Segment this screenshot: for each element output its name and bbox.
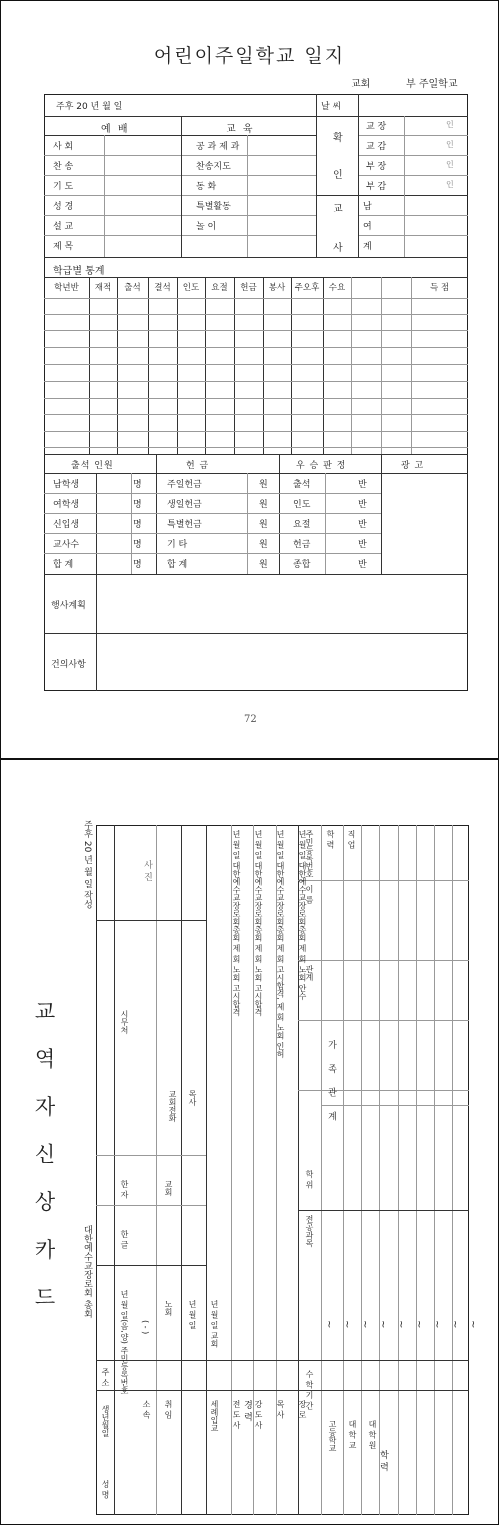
- role-label: 교 장: [366, 122, 387, 132]
- address-label: 주 소: [101, 1368, 110, 1387]
- summary-row-line: [44, 533, 381, 534]
- career-value: 년 월 일 교회: [210, 1300, 219, 1348]
- stats-col-line: [351, 277, 352, 454]
- page-title: 어린이주일학교 일지: [153, 45, 346, 67]
- school-label: 고등학교: [328, 1420, 337, 1452]
- date-label: 주후 20 년 월 일: [56, 102, 123, 112]
- summary-award: 종합: [293, 560, 311, 570]
- stats-column-header: 출석: [124, 283, 141, 293]
- stats-row-line: [44, 398, 468, 399]
- stats-col-line: [177, 277, 178, 454]
- confirm-label-top: 확: [333, 133, 343, 144]
- education-header: 교 육: [226, 124, 255, 135]
- summary-unit: 명: [133, 560, 142, 570]
- summary-award: 헌금: [293, 540, 311, 550]
- family-edu-label: 학 력: [326, 830, 335, 849]
- page-number: 72: [244, 714, 257, 725]
- presbytery-value: 노회: [164, 1300, 173, 1316]
- stats-title: 학급별 통계: [53, 266, 105, 277]
- stats-col-line: [148, 277, 149, 454]
- career-value: 년 월 일 대한예수교장로회총회 제 회 노회 고시합격: [232, 830, 241, 1016]
- hanja-label: 한 자: [120, 1180, 129, 1199]
- summary-row-label: 합 계: [53, 560, 74, 570]
- pastor-label: 목사: [188, 1090, 197, 1106]
- summary-award: 인도: [293, 500, 311, 510]
- worship-row-label: 설 교: [53, 222, 74, 232]
- stats-col-line: [381, 277, 382, 454]
- staff-row-label: 계: [363, 242, 372, 252]
- hangul-label: 한 글: [120, 1230, 129, 1249]
- stats-row-line: [44, 431, 468, 432]
- church-label: 교회: [351, 79, 371, 90]
- summary-offering: 특별헌금: [167, 520, 202, 530]
- personnel-card-page: [0, 759, 499, 1525]
- summary-ban: 반: [358, 520, 367, 530]
- role-label: 교 감: [366, 142, 387, 152]
- stats-row-line: [44, 364, 468, 365]
- school-label: 대 학 원: [368, 1420, 377, 1450]
- summary-won: 원: [259, 500, 268, 510]
- career-type: 세례입교: [210, 1400, 219, 1432]
- name-label: 성 명: [101, 1480, 110, 1499]
- summary-row-label: 남학생: [53, 480, 80, 490]
- education-row-label: 동 화: [196, 182, 217, 192]
- events-label: 행사계획: [51, 601, 86, 611]
- staff-label-bottom: 사: [333, 243, 343, 254]
- stats-column-header: 인도: [182, 283, 200, 293]
- stats-row-line: [44, 414, 468, 415]
- career-type: 강 도 사: [254, 1400, 263, 1430]
- birth-label: 생년월일: [101, 1405, 110, 1437]
- summary-ban: 반: [358, 540, 367, 550]
- career-type: 전 도 사: [232, 1400, 241, 1430]
- stats-column-header: 학년반: [54, 283, 79, 293]
- summary-offering: 기 타: [167, 540, 188, 550]
- church-label: 교회: [164, 1180, 173, 1196]
- summary-unit: 명: [133, 540, 142, 550]
- seal-mark: 인: [446, 120, 454, 129]
- education-row-label: 놀 이: [196, 222, 217, 232]
- summary-header: 광 고: [401, 461, 425, 471]
- tilde-mark: ~: [359, 1320, 370, 1329]
- worship-row-label: 기 도: [53, 182, 74, 192]
- career-value: 년 월 일 대한예수교장로회총회 제 회 고시합격, 제 회 노회 인허: [276, 830, 285, 1058]
- summary-offering: 합 계: [167, 560, 188, 570]
- stats-column-header: 요절: [211, 283, 228, 293]
- summary-award: 출석: [293, 480, 311, 490]
- summary-offering: 생일헌금: [167, 500, 202, 510]
- diary-page: [0, 0, 499, 759]
- presbytery-label: 소 속: [142, 1400, 151, 1419]
- card-title: 교 역 자 신 상 카 드: [32, 1000, 56, 1318]
- summary-col-line: [96, 473, 97, 574]
- staff-row-label: 여: [363, 222, 372, 232]
- career-value: 년 월 일 대한예수교장로회총회 제 회 노회 안수: [298, 830, 307, 1000]
- stats-col-line: [411, 277, 412, 454]
- seal-mark: 인: [446, 160, 454, 169]
- summary-won: 원: [259, 520, 268, 530]
- org-line: 대한예수교장로회 총회: [82, 1225, 92, 1318]
- summary-row-label: 신입생: [53, 520, 80, 530]
- position-label: 시무처: [120, 1010, 129, 1034]
- worship-row-label: 사 회: [53, 142, 74, 152]
- school-label: 부 주일학교: [406, 79, 458, 90]
- stats-row-line: [44, 381, 468, 382]
- summary-header: 출석 인원: [71, 461, 114, 471]
- tilde-mark: ~: [395, 1320, 406, 1329]
- tilde-mark: ~: [341, 1320, 352, 1329]
- worship-row-label: 제 목: [53, 242, 74, 252]
- address-value: ( - ): [141, 1320, 150, 1335]
- stats-column-header: 결석: [154, 283, 171, 293]
- weather-label: 날 씨: [321, 102, 342, 112]
- since-label: 취 임: [164, 1400, 173, 1419]
- summary-ban: 반: [358, 480, 367, 490]
- stats-row-line: [44, 298, 468, 299]
- confirm-label-bottom: 인: [333, 170, 343, 181]
- family-relation-label: 관계: [305, 965, 314, 981]
- stats-row-line: [44, 347, 468, 348]
- major-label: 전공과목: [305, 1215, 314, 1247]
- stats-col-line: [263, 277, 264, 454]
- since-value: 년 월 일: [188, 1300, 197, 1330]
- summary-ban: 반: [358, 560, 367, 570]
- tilde-mark: ~: [377, 1320, 388, 1329]
- stats-col-line: [234, 277, 235, 454]
- stats-col-line: [323, 277, 324, 454]
- stats-col-line: [117, 277, 118, 454]
- stats-column-header: 득 점: [429, 283, 450, 293]
- summary-won: 원: [259, 540, 268, 550]
- suggestions-label: 건의사항: [51, 660, 86, 670]
- summary-won: 원: [259, 560, 268, 570]
- seal-mark: 인: [446, 180, 454, 189]
- summary-row-label: 여학생: [53, 500, 80, 510]
- degree-label: 학 위: [305, 1170, 314, 1189]
- period-label: 수 학 기 간: [305, 1370, 314, 1410]
- summary-award: 요절: [293, 520, 311, 530]
- tilde-mark: ~: [449, 1320, 460, 1329]
- education-group-label: 학 력: [378, 1450, 388, 1471]
- summary-col-line: [131, 473, 132, 574]
- summary-unit: 명: [133, 500, 142, 510]
- summary-won: 원: [259, 480, 268, 490]
- summary-col-line: [279, 473, 280, 574]
- stats-col-line: [205, 277, 206, 454]
- staff-row-label: 남: [363, 202, 372, 212]
- family-name-label: 이 름: [305, 885, 314, 904]
- education-row-label: 특별활동: [196, 202, 231, 212]
- tilde-mark: ~: [467, 1320, 478, 1329]
- summary-col-line: [156, 473, 157, 574]
- career-value: 년 월 일 대한예수교장로회총회 제 회 노회 고시합격: [254, 830, 263, 1016]
- family-job-label: 직 업: [347, 830, 356, 849]
- summary-header: 우 승 판 정: [296, 461, 347, 471]
- stats-column-header: 수요: [328, 283, 346, 293]
- worship-header: 예 배: [101, 124, 130, 135]
- family-group-label: 가 족 관 계: [326, 1040, 336, 1127]
- summary-row-line: [44, 513, 381, 514]
- seal-mark: 인: [446, 140, 454, 149]
- summary-row-line: [44, 493, 381, 494]
- tilde-mark: ~: [413, 1320, 424, 1329]
- career-type: 장 로: [298, 1400, 307, 1419]
- stats-column-header: 봉사: [268, 283, 286, 293]
- summary-ban: 반: [358, 500, 367, 510]
- worship-row-label: 성 경: [53, 202, 74, 212]
- stats-column-header: 주오후: [294, 283, 320, 293]
- summary-header-line: [156, 454, 157, 473]
- staff-label-top: 교: [333, 204, 343, 215]
- education-row-label: 공 과 제 과: [196, 142, 240, 152]
- stats-column-header: 헌금: [240, 283, 257, 293]
- summary-header: 헌 금: [186, 461, 210, 471]
- career-type: 목 사: [276, 1400, 285, 1419]
- role-label: 부 감: [366, 182, 387, 192]
- summary-col-line: [247, 473, 248, 574]
- summary-row-label: 교사수: [53, 540, 80, 550]
- stats-col-line: [291, 277, 292, 454]
- summary-header-line: [279, 454, 280, 473]
- worship-row-label: 찬 송: [53, 162, 74, 172]
- career-group-label: 경 력: [242, 1400, 252, 1421]
- stats-row-line: [44, 314, 468, 315]
- birth-value: 년 월 일(음,양) 주민등록번호: [120, 1290, 129, 1395]
- role-label: 부 장: [366, 162, 387, 172]
- summary-offering: 주일헌금: [167, 480, 202, 490]
- tilde-mark: ~: [431, 1320, 442, 1329]
- family-id-label: 주민등록번호: [305, 830, 314, 878]
- church-phone-label: 교회전화: [168, 1090, 177, 1122]
- tilde-mark: ~: [323, 1320, 334, 1329]
- summary-unit: 명: [133, 520, 142, 530]
- stats-row-line: [44, 330, 468, 331]
- summary-unit: 명: [133, 480, 142, 490]
- school-label: 대 학 교: [348, 1420, 357, 1450]
- summary-col-line: [325, 473, 326, 574]
- summary-header-line: [381, 454, 382, 473]
- education-row-label: 찬송지도: [196, 162, 231, 172]
- stats-column-header: 재적: [94, 283, 112, 293]
- date-line: 주후 20 년 월 일 작성: [82, 820, 92, 909]
- summary-row-line: [44, 553, 381, 554]
- stats-col-line: [89, 277, 90, 454]
- stats-row-line: [44, 447, 468, 448]
- photo-label: 사 진: [142, 860, 152, 881]
